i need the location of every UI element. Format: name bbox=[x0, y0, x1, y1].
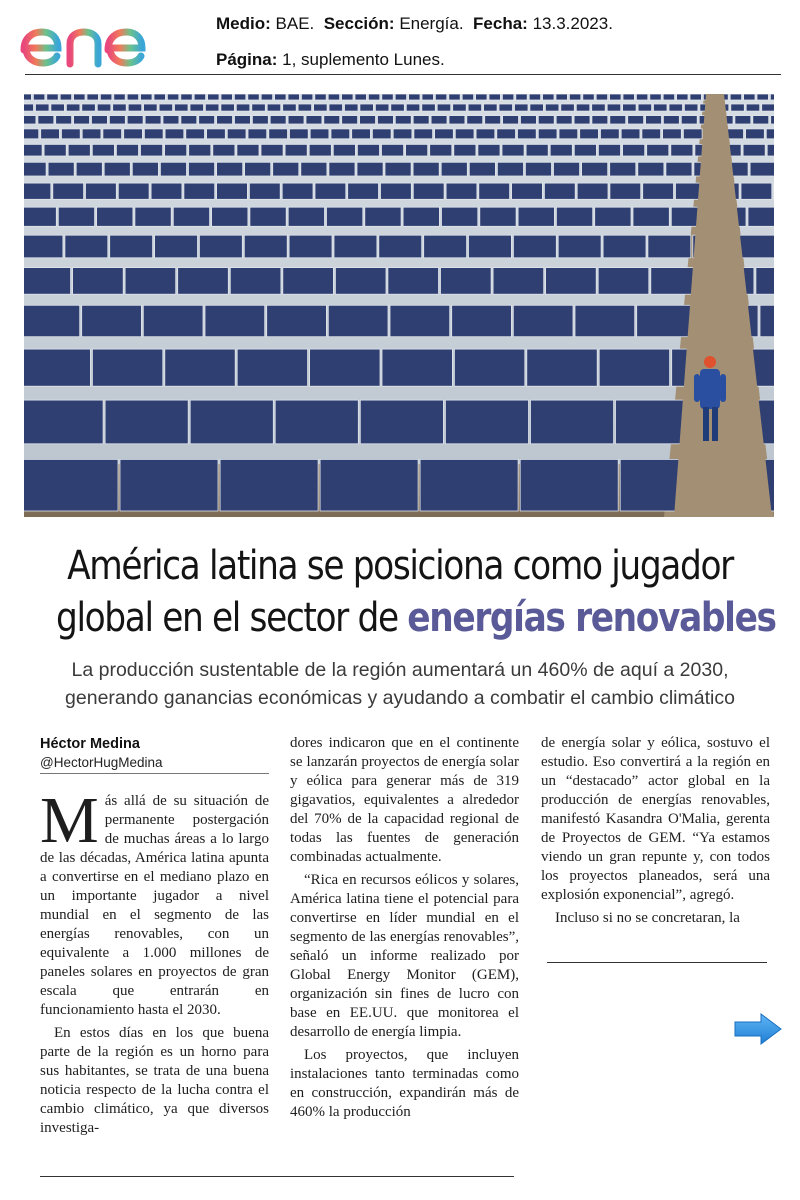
subhead-line-2: generando ganancias económicas y ayudando a combatir el cambio climático bbox=[65, 687, 735, 709]
headline-line-1: América latina se posiciona como jugador bbox=[67, 543, 733, 589]
subhead-line-1: La producción sustentable de la región aumentará un 460% de aquí a 2030, bbox=[71, 659, 729, 681]
author-name: Héctor Medina bbox=[40, 736, 140, 752]
column-3-divider bbox=[547, 962, 767, 963]
enel-logo-icon bbox=[18, 14, 168, 74]
headline-line-2-plain: global en el sector de bbox=[56, 595, 408, 641]
medio-value: BAE. bbox=[275, 14, 315, 33]
pagina-label: Página: bbox=[216, 50, 278, 69]
fecha-value: 13.3.2023. bbox=[532, 14, 613, 33]
header-divider bbox=[25, 74, 781, 75]
article-headline bbox=[56, 540, 776, 644]
pagina-value: 1, suplemento Lunes. bbox=[282, 50, 445, 69]
paragraph: de energía solar y eólica, sostuvo el estudio. Eso convertirá a la región en un “destacado” actor global en la producción de energías renovables, manifestó Kasandra O'Malia, gerenta de Proyectos de GEM. “Ya estamos viendo un gran repunte y, con todos los proyectos planeados, será una explosión exponencial”, agregó. bbox=[541, 735, 770, 903]
article-column-2 bbox=[290, 734, 519, 1126]
paragraph: “Rica en recursos eólicos y solares, América latina tiene el potencial para convertirse en líder mundial en el segmento de las energías renovables”, señaló un informe realizado por Global Energy Monitor (GEM), organización sin fines de lucro con base en EE.UU. que monitorea el desarrollo de energía limpia. bbox=[290, 872, 519, 1040]
medio-label: Medio: bbox=[216, 14, 271, 33]
author-handle: @HectorHugMedina bbox=[40, 755, 163, 770]
drop-cap: M bbox=[40, 784, 99, 857]
meta-line-1 bbox=[216, 6, 613, 42]
headline-line-2 bbox=[56, 592, 776, 644]
article-column-1 bbox=[40, 784, 269, 1142]
article-subhead bbox=[0, 656, 800, 712]
paragraph: ás allá de su situación de permanente postergación de muchas áreas a lo largo de las décadas, América latina apunta a convertirse en el mediano plazo en un importante jugador a nivel mundial en el segmento de las energías renovables, con un equivalente a 1.000 millones de paneles solares en proyectos de gran escala que entrarán en funcionamiento hasta el 2030. bbox=[40, 793, 269, 1018]
article-column-3 bbox=[541, 734, 770, 932]
paragraph: Incluso si no se concretaran, la bbox=[555, 910, 740, 926]
solar-panels-image bbox=[24, 94, 774, 517]
seccion-label: Sección: bbox=[323, 14, 395, 33]
byline-divider bbox=[40, 773, 269, 774]
solar-farm-photo bbox=[24, 94, 774, 517]
paragraph: Los proyectos, que incluyen instalaciones tanto terminadas como en construcción, expandirán más de 460% la producción bbox=[290, 1047, 519, 1120]
publication-meta bbox=[216, 6, 613, 78]
headline-accent: energías renovables bbox=[407, 595, 776, 641]
paragraph: En estos días en los que buena parte de la región es un horno para sus habitantes, se trata de una buena noticia respecto de la lucha contra el cambio climático, ya que diversos investiga- bbox=[40, 1025, 269, 1136]
arrow-right-icon[interactable] bbox=[733, 1012, 783, 1046]
fecha-label: Fecha: bbox=[473, 14, 528, 33]
paragraph: dores indicaron que en el continente se lanzarán proyectos de energía solar y eólica para generar más de 319 gigavatios, equivalentes a alrededor del 70% de la capacidad regional de todas las fuentes de generación combinadas actualmente. bbox=[290, 735, 519, 865]
footer-divider bbox=[40, 1176, 514, 1177]
seccion-value: Energía. bbox=[399, 14, 464, 33]
meta-line-2 bbox=[216, 42, 613, 78]
